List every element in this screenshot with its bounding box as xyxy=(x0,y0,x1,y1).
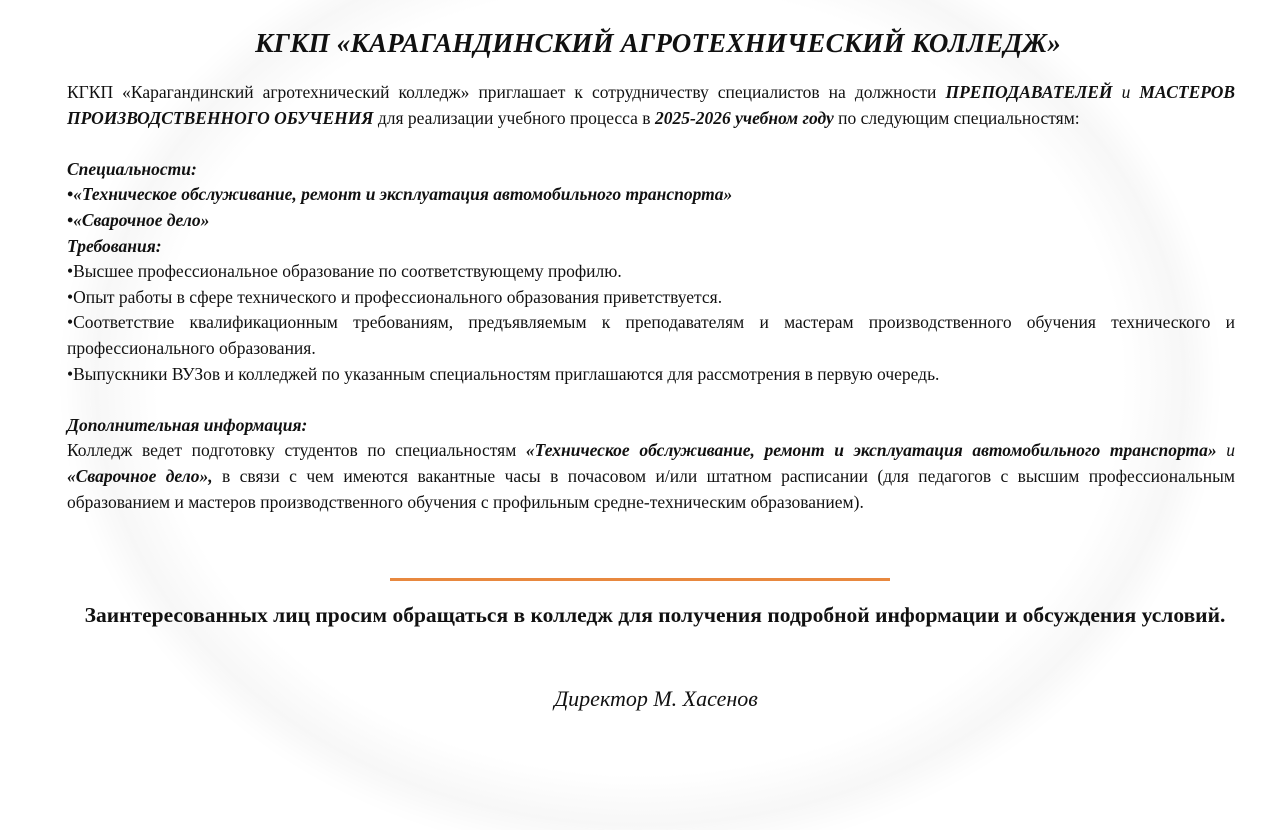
spacer xyxy=(67,387,1235,413)
additional-conjunction: и xyxy=(1216,440,1235,461)
specialty-item: •«Техническое обслуживание, ремонт и эксплуатация автомобильного транспорта» xyxy=(67,184,733,205)
intro-paragraph xyxy=(67,80,1235,131)
position-teachers: ПРЕПОДАВАТЕЛЕЙ xyxy=(945,82,1113,102)
intro-text-1: КГКП «Карагандинский агротехнический колледж» приглашает к сотрудничеству специалистов на должности xyxy=(67,82,946,102)
additional-info-paragraph xyxy=(67,438,1235,515)
specialty-item: •«Сварочное дело» xyxy=(67,209,210,230)
intro-conjunction: и xyxy=(1112,82,1140,102)
requirement-item: •Выпускники ВУЗов и колледжей по указанным специальностям приглашаются для рассмотрения в первую очередь. xyxy=(67,363,940,384)
additional-text-1: Колледж ведет подготовку студентов по специальностям xyxy=(67,440,526,461)
orange-divider-line xyxy=(390,578,890,581)
additional-info-heading: Дополнительная информация: xyxy=(67,414,308,435)
additional-specialty-2: «Сварочное дело», xyxy=(67,465,213,486)
additional-text-2: в связи с чем имеются вакантные часы в почасовом и/или штатном расписании (для педагогов с высшим профессиональным образованием и мастеров производственного обучения с профильным средне-техническим образованием). xyxy=(67,465,1235,512)
intro-text-2: для реализации учебного процесса в xyxy=(373,107,655,128)
announcement-body xyxy=(67,80,1235,515)
page-title: КГКП «КАРАГАНДИНСКИЙ АГРОТЕХНИЧЕСКИЙ КОЛЛЕДЖ» xyxy=(255,28,1061,58)
specialties-heading: Специальности: xyxy=(67,158,197,179)
academic-year: 2025-2026 учебном году xyxy=(654,107,834,128)
requirement-item: •Соответствие квалификационным требованиям, предъявляемым к преподавателям и мастерам производственного обучения технического и профессионального образования. xyxy=(67,312,1235,358)
requirement-item: •Высшее профессиональное образование по соответствующему профилю. xyxy=(67,261,622,282)
requirement-item: •Опыт работы в сфере технического и профессионального образования приветствуется. xyxy=(67,286,723,307)
director-signature: Директор М. Хасенов xyxy=(554,686,758,711)
position-masters: МАСТЕРОВ ПРОИЗВОДСТВЕННОГО ОБУЧЕНИЯ xyxy=(67,82,1236,128)
requirements-heading: Требования: xyxy=(67,235,162,256)
contact-call-to-action: Заинтересованных лиц просим обращаться в колледж для получения подробной информации и обсуждения условий. xyxy=(84,603,1226,627)
additional-specialty-1: «Техническое обслуживание, ремонт и эксплуатация автомобильного транспорта» xyxy=(525,440,1217,461)
intro-text-3: по следующим специальностям: xyxy=(833,107,1080,128)
spacer xyxy=(67,131,1235,157)
